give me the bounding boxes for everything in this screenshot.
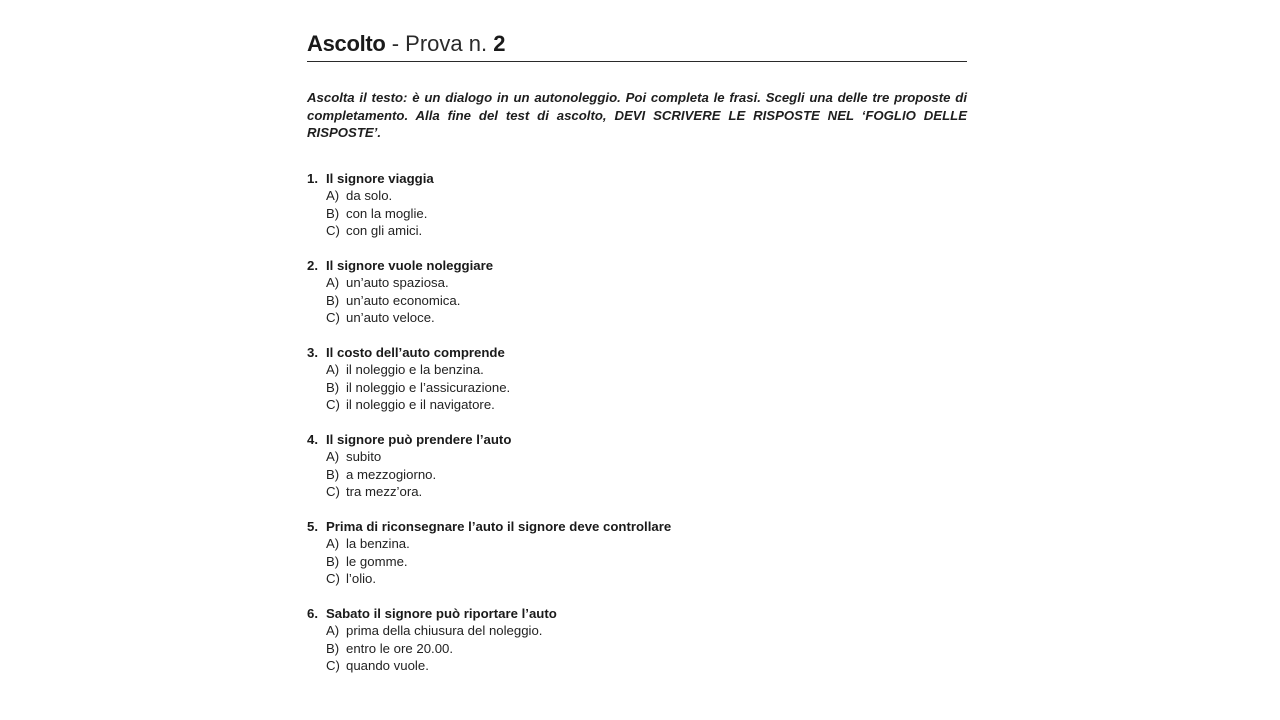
- option-b: [307, 292, 967, 310]
- option-a: [307, 622, 967, 640]
- question-title: [307, 518, 967, 536]
- document-page: [307, 30, 967, 692]
- option-letter: C): [326, 571, 340, 586]
- option-text: le gomme.: [346, 553, 408, 569]
- option-text: subito: [346, 449, 382, 464]
- option-text: un’auto economica.: [346, 292, 461, 308]
- question-title: [307, 431, 967, 449]
- question-text: Il signore può prendere l’auto: [326, 431, 512, 447]
- title-prova: Prova n.: [405, 31, 488, 56]
- question-list: [307, 170, 967, 692]
- option-b: [307, 379, 967, 397]
- option-letter: A): [326, 275, 340, 290]
- option-letter: A): [326, 536, 340, 551]
- question-number: 6.: [307, 605, 318, 621]
- option-text: la benzina.: [346, 536, 410, 551]
- option-c: [307, 483, 967, 501]
- question-number: 5.: [307, 518, 318, 534]
- option-text: quando vuole.: [346, 658, 429, 673]
- option-text: tra mezz’ora.: [346, 484, 423, 499]
- question-number: 2.: [307, 257, 318, 273]
- option-text: il noleggio e l’assicurazione.: [346, 379, 511, 395]
- question-2: [307, 257, 967, 344]
- option-text: un’auto veloce.: [346, 310, 435, 325]
- question-number: 3.: [307, 344, 318, 360]
- option-a: [307, 274, 967, 292]
- option-text: entro le ore 20.00.: [346, 640, 454, 656]
- question-1: [307, 170, 967, 257]
- option-c: [307, 570, 967, 588]
- option-b: [307, 466, 967, 484]
- question-4: [307, 431, 967, 518]
- option-text: il noleggio e la benzina.: [346, 362, 484, 377]
- option-c: [307, 657, 967, 675]
- option-c: [307, 309, 967, 327]
- question-text: Il costo dell’auto comprende: [326, 344, 505, 360]
- option-c: [307, 222, 967, 240]
- question-text: Sabato il signore può riportare l’auto: [326, 605, 557, 621]
- question-number: 4.: [307, 431, 318, 447]
- question-text: Il signore viaggia: [326, 170, 434, 186]
- question-3: [307, 344, 967, 431]
- option-text: prima della chiusura del noleggio.: [346, 623, 543, 638]
- title-separator: -: [385, 31, 406, 56]
- option-letter: A): [326, 188, 340, 203]
- question-5: [307, 518, 967, 605]
- option-letter: A): [326, 362, 340, 377]
- question-title: [307, 257, 967, 275]
- option-a: [307, 361, 967, 379]
- option-letter: C): [326, 310, 340, 325]
- option-letter: A): [326, 449, 340, 464]
- question-6: [307, 605, 967, 692]
- option-letter: A): [326, 623, 340, 638]
- question-text: Il signore vuole noleggiare: [326, 257, 494, 273]
- option-text: a mezzogiorno.: [346, 466, 437, 482]
- option-letter: B): [326, 466, 340, 482]
- question-title: [307, 605, 967, 623]
- question-title: [307, 170, 967, 188]
- option-b: [307, 553, 967, 571]
- title-section: Ascolto: [307, 31, 386, 56]
- option-letter: B): [326, 379, 340, 395]
- option-a: [307, 187, 967, 205]
- option-text: con gli amici.: [346, 223, 423, 238]
- option-text: il noleggio e il navigatore.: [346, 397, 495, 412]
- option-text: da solo.: [346, 188, 393, 203]
- option-letter: B): [326, 292, 340, 308]
- page-title: [307, 30, 967, 62]
- option-letter: C): [326, 397, 340, 412]
- instructions-text: Ascolta il testo: è un dialogo in un autonoleggio. Poi completa le frasi. Scegli una delle tre proposte di completamento. Alla fine del test di ascolto, DEVI SCRIVERE LE RISPOSTE NEL ‘FOGLIO DELLE RISPOSTE’.: [307, 90, 967, 140]
- option-a: [307, 535, 967, 553]
- option-letter: B): [326, 553, 340, 569]
- title-number: 2: [493, 31, 506, 56]
- option-letter: C): [326, 484, 340, 499]
- question-title: [307, 344, 967, 362]
- option-a: [307, 448, 967, 466]
- option-b: [307, 640, 967, 658]
- option-text: con la moglie.: [346, 205, 428, 221]
- option-b: [307, 205, 967, 223]
- option-letter: B): [326, 205, 340, 221]
- option-letter: C): [326, 658, 340, 673]
- option-letter: B): [326, 640, 340, 656]
- option-text: un’auto spaziosa.: [346, 275, 449, 290]
- question-text: Prima di riconsegnare l’auto il signore deve controllare: [326, 518, 672, 534]
- option-letter: C): [326, 223, 340, 238]
- option-c: [307, 396, 967, 414]
- option-text: l’olio.: [346, 571, 377, 586]
- question-number: 1.: [307, 170, 318, 186]
